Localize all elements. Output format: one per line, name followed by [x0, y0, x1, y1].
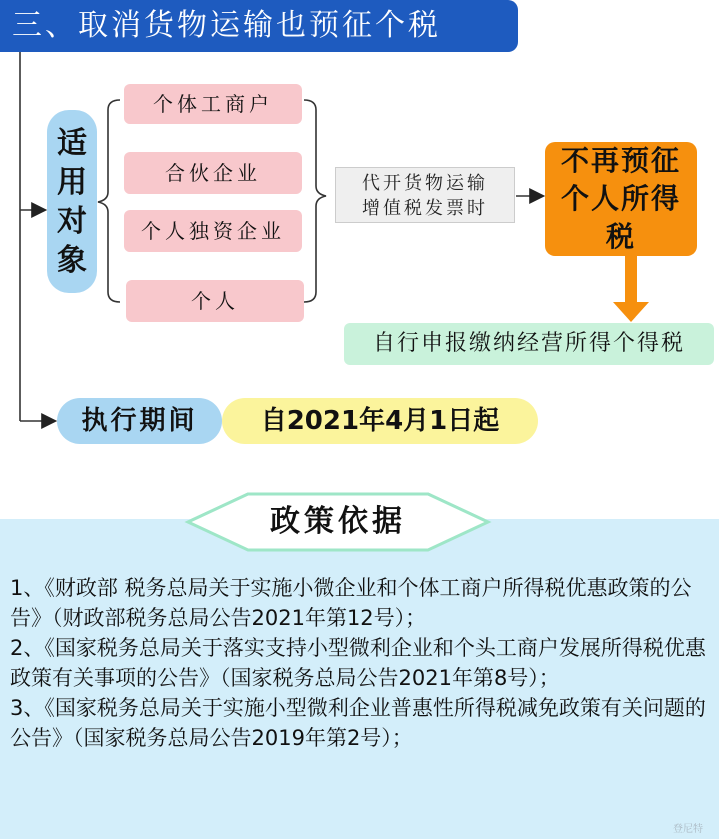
result-line: 不再预征 [560, 144, 681, 177]
subject-label-char: 象 [57, 242, 87, 278]
condition-line: 增值税发票时 [362, 198, 488, 219]
result-line: 个人所得 [560, 182, 681, 215]
subject-label-char: 对 [57, 203, 87, 239]
subject-label-char: 适 [57, 125, 87, 161]
result-line: 税 [605, 220, 636, 253]
policy-basis-title: 政策依据 [270, 504, 406, 539]
subject-item: 个体工商户 [124, 84, 302, 124]
policy-item: 2、《国家税务总局关于落实支持小型微利企业和个头工商户发展所得税优惠政策有关事项的公告》（国家税务总局公告2021年第8号）； [10, 636, 706, 690]
execution-period-label: 执行期间 [57, 398, 222, 444]
condition-line: 代开货物运输 [362, 173, 488, 194]
watermark: 登尼特 [673, 824, 703, 835]
policy-list [10, 573, 710, 753]
execution-date: 自2021年4月1日起 [222, 398, 538, 444]
subject-item: 合伙企业 [124, 152, 302, 194]
followup-box: 自行申报缴纳经营所得个得税 [344, 323, 714, 365]
subject-item: 个人独资企业 [124, 210, 302, 252]
policy-item: 3、《国家税务总局关于实施小型微利企业普惠性所得税减免政策有关问题的公告》（国家税务总局公告2019年第2号）； [10, 696, 706, 750]
section-title: 三、取消货物运输也预征个税 [0, 0, 518, 52]
policy-item: 1、《财政部 税务总局关于实施小微企业和个体工商户所得税优惠政策的公告》（财政部税务总局公告2021年第12号）； [10, 576, 692, 630]
subject-label-char: 用 [57, 164, 87, 200]
subject-item: 个人 [126, 280, 304, 322]
